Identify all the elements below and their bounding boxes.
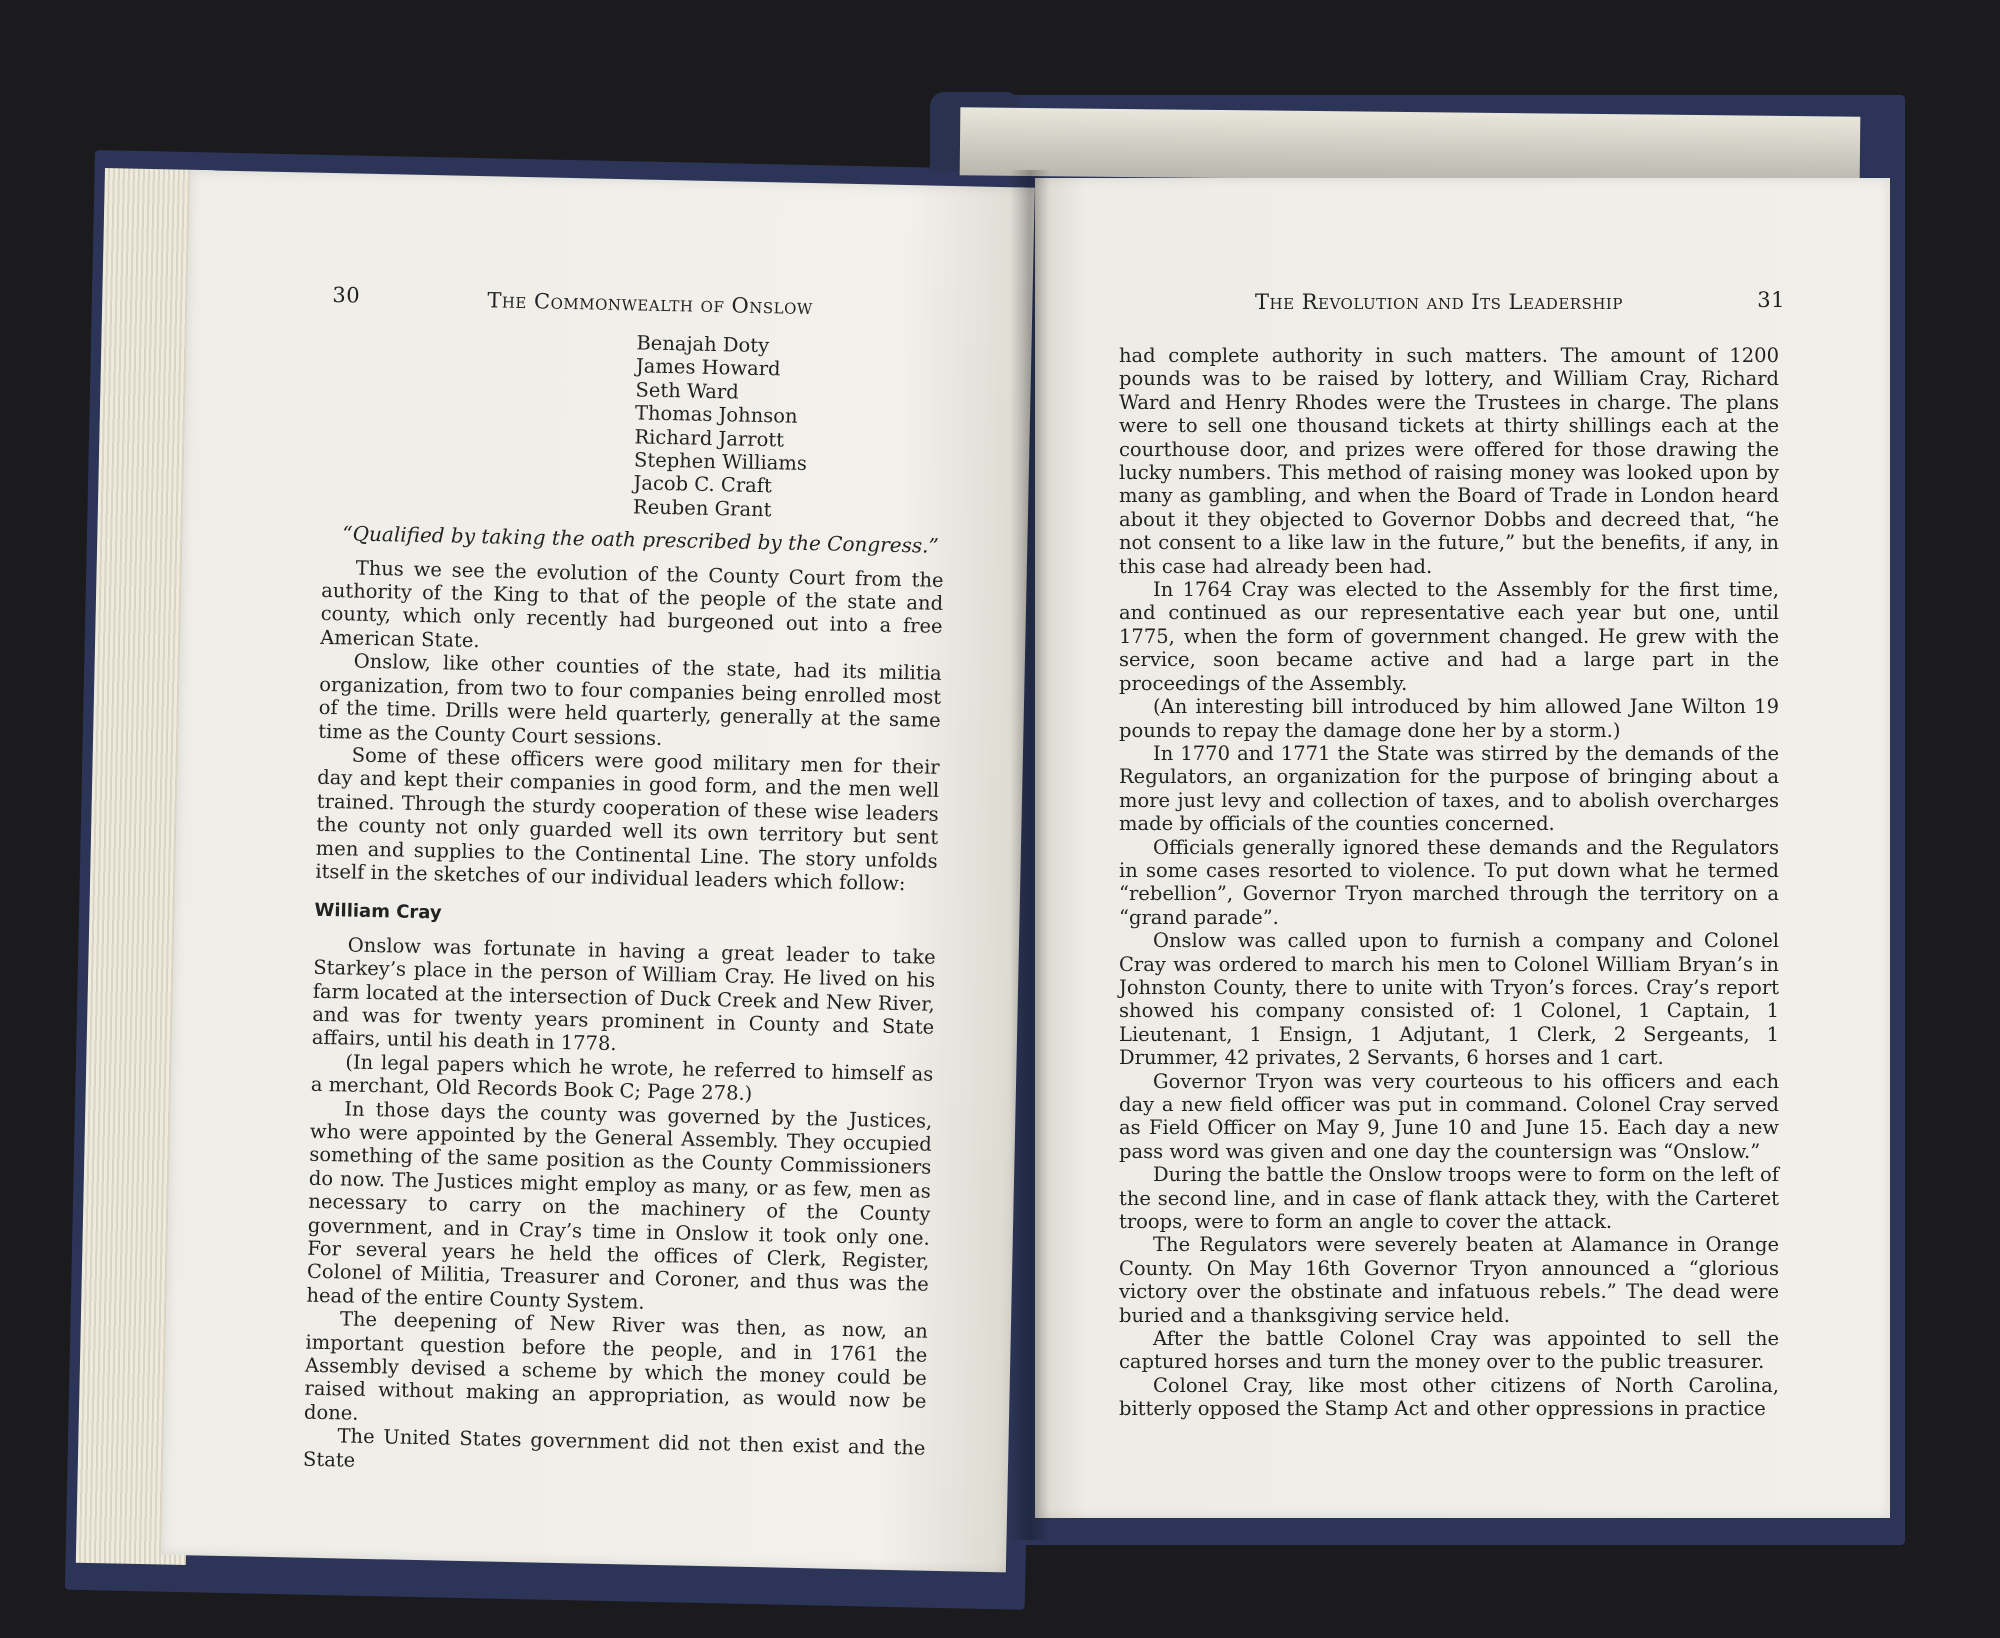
name-item: Reuben Grant — [632, 495, 772, 522]
left-page — [161, 170, 1035, 1572]
name-item: Seth Ward — [635, 378, 739, 404]
paragraph: After the battle Colonel Cray was appointed to sell the captured horses and turn the money over to the public treasurer. — [1119, 1327, 1779, 1374]
paragraph: Onslow, like other counties of the state, had its militia organization, from two to four companies being enrolled most of the time. Drills were held quarterly, generally at the same time as the County Court sessions. — [318, 649, 942, 750]
paragraph: Onslow was called upon to furnish a company and Colonel Cray was ordered to march his men to Colonel William Bryan’s in Johnston County, there to unite with Tryon’s forces. Cray’s report showed his company consisted of: 1 Colonel, 1 Captain, 1 Lieutenant, 1 Ensign, 1 Adjutant, 1 Clerk, 2 Sergeants, 1 Drummer, 42 privates, 2 Servants, 6 horses and 1 cart. — [1119, 929, 1779, 1070]
section-heading: William Cray — [314, 900, 442, 924]
name-item: Richard Jarrott — [634, 424, 785, 452]
paragraph: In 1770 and 1771 the State was stirred by the demands of the Regulators, an organization for the purpose of bringing about a more just levy and collection of taxes, and to abolish overcharges made by officials of the counties concerned. — [1119, 741, 1779, 836]
right-page — [1035, 178, 1890, 1518]
paragraph: Officials generally ignored these demands and the Regulators in some cases resorted to violence. To put down what he termed “rebellion”, Governor Tryon marched through the territory on a “grand parade”. — [1119, 835, 1779, 929]
paragraph: Governor Tryon was very courteous to his officers and each day a new field officer was put in command. Colonel Cray served as Field Officer on May 9, June 10 and June 15. Each day a new pass word was given and one day the countersign was “Onslow.” — [1119, 1069, 1779, 1163]
left-page-header — [187, 280, 1032, 328]
paragraph: During the battle the Onslow troops were to form on the left of the second line, and in case of flank attack they, with the Carteret troops, were to form an angle to cover the attack. — [1119, 1163, 1779, 1234]
page-block-top-edge — [960, 107, 1861, 184]
right-page-header — [1035, 288, 1890, 318]
name-item: Benajah Doty — [636, 331, 770, 358]
running-title: The Commonwealth of Onslow — [487, 288, 814, 320]
paragraph: (In legal papers which he wrote, he referred to himself as a merchant, Old Records Book C; Page 278.) — [310, 1050, 934, 1106]
paragraph: Onslow was fortunate in having a great leader to take Starkey’s place in the person of William Cray. He lived on his farm located at the intersection of Duck Creek and New River, and was for twenty years prominent in County and State affairs, until his death in 1778. — [311, 933, 936, 1056]
oath-quote: “Qualified by taking the oath prescribed by the Congress.” — [342, 521, 939, 559]
paragraph: (An interesting bill introduced by him allowed Jane Wilton 19 pounds to repay the damage done her by a storm.) — [1119, 695, 1779, 742]
paragraph: Thus we see the evolution of the County Court from the authority of the King to that of the people of the state and county, which only recently had burgeoned out into a free American State. — [320, 556, 944, 653]
paragraph: had complete authority in such matters. The amount of 1200 pounds was to be raised by lottery, and William Cray, Richard Ward and Henry Rhodes were the Trustees in charge. The plans were to sell one thousand tickets at thirty shillings each at the courthouse door, and prizes were offered for those drawing the lucky numbers. This method of raising money was looked upon by many as gambling, and when the Board of Trade in London heard about it they objected to Governor Dobbs and decreed that, “he not consent to a like law in the future,” but the benefits, if any, in this case had already been had. — [1119, 344, 1779, 578]
paragraph: The United States government did not then exist and the State — [302, 1424, 926, 1472]
paragraph: In 1764 Cray was elected to the Assembly for the first time, and continued as our representative each year but one, until 1775, when the form of government changed. He grew with the service, soon became active and had a large part in the proceedings of the Assembly. — [1119, 578, 1779, 695]
paragraph: The deepening of New River was then, as now, an important question before the people, and in 1761 the Assembly devised a scheme by which the money could be raised without making an appropriation, as would now be done. — [303, 1307, 929, 1425]
name-item: Stephen Williams — [633, 448, 808, 476]
page-number: 31 — [1757, 288, 1785, 312]
running-title: The Revolution and Its Leadership — [1255, 290, 1623, 314]
name-item: Thomas Johnson — [634, 401, 798, 428]
names-list — [633, 331, 949, 525]
left-page-body — [303, 325, 949, 1484]
right-page-body — [1119, 344, 1779, 1421]
paragraph: Some of these officers were good military men for their day and kept their companies in good form, and the men well trained. Through the sturdy cooperation of these wise leaders the county not only guarded well its own territory but sent men and supplies to the Continental Line. The story unfolds itself in the sketches of our individual leaders which follow: — [315, 743, 940, 896]
name-item: Jacob C. Craft — [633, 471, 773, 498]
paragraph: In those days the county was governed by the Justices, who were appointed by the General Assembly. They occupied something of the same position as the County Commissioners do now. The Justices might employ as many, or as few, men as necessary to carry on the machinery of the County government, and in Cray’s time in Onslow it took only one. For several years he held the offices of Clerk, Register, Colonel of Militia, Treasurer and Coroner, and thus was the head of the entire County System. — [306, 1097, 933, 1314]
page-number: 30 — [332, 283, 361, 308]
paragraph: The Regulators were severely beaten at Alamance in Orange County. On May 16th Governor Tryon announced a “glorious victory over the obstinate and infatuous rebels.” The dead were buried and a thanksgiving service held. — [1119, 1233, 1779, 1327]
name-item: James Howard — [635, 354, 781, 381]
gutter-shadow — [1010, 170, 1050, 1540]
paragraph: Colonel Cray, like most other citizens of North Carolina, bitterly opposed the Stamp Act and other oppressions in practice — [1119, 1373, 1779, 1421]
